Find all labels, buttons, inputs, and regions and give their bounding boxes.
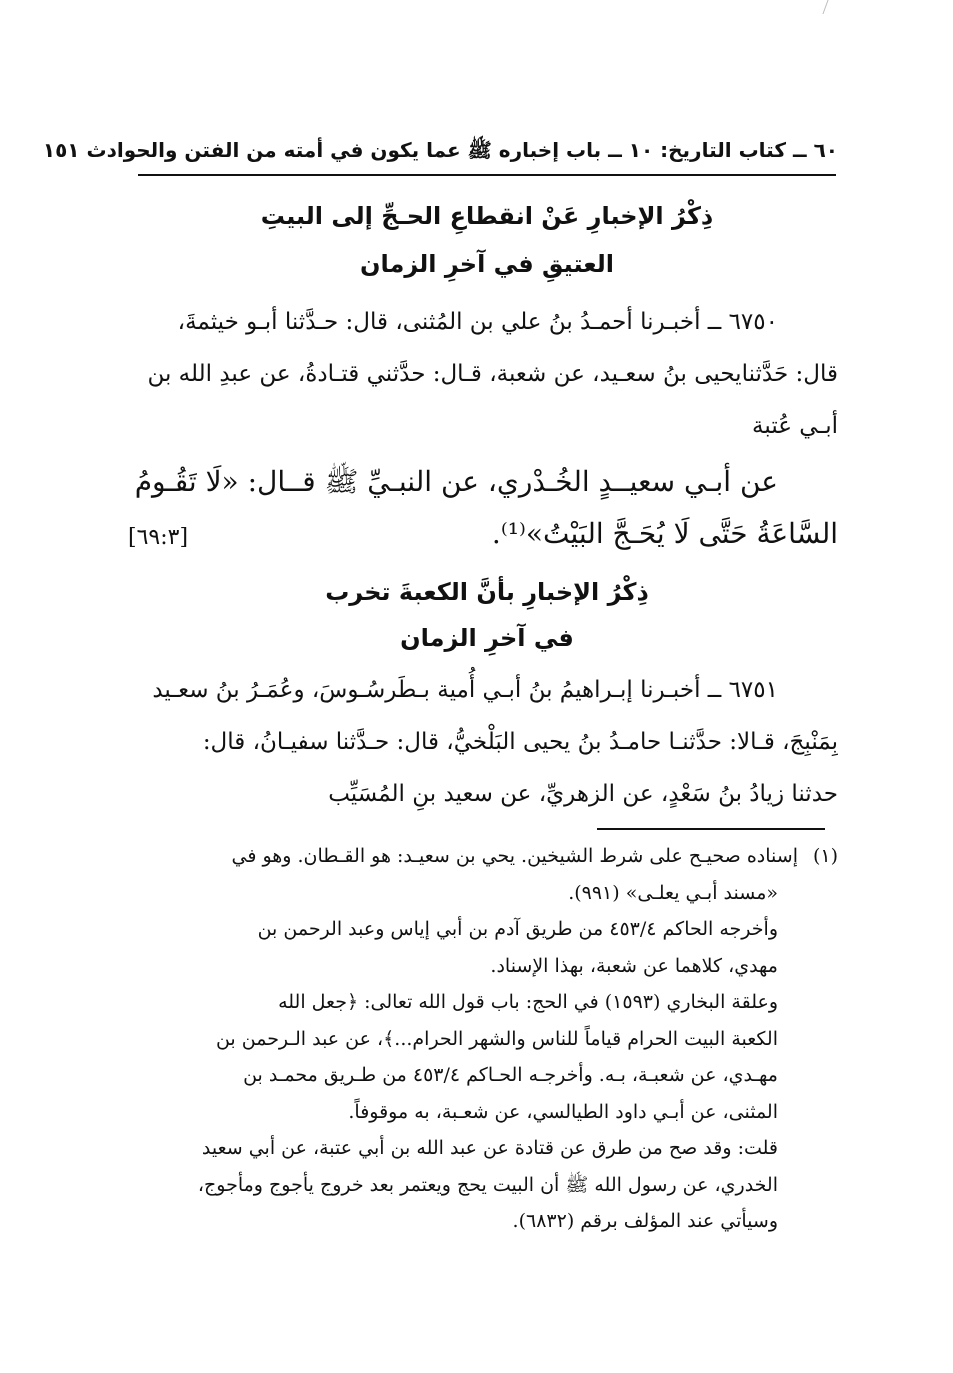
footnote-rule <box>597 828 825 830</box>
footnote-line: وعلقة البخاري (١٥٩٣) في الحج: باب قول الله تعالى: ﴿جعل الله <box>278 991 778 1013</box>
volume-page-reference: [٦٩:٣] <box>128 525 189 550</box>
section1-hadith <box>128 456 838 560</box>
hadith-line: السَّاعَةُ حَتَّى لَا يُحَـجَّ البَيْتُ»⁽¹⁾. <box>491 517 838 550</box>
section1-body-line: أبـي عُتبة <box>752 413 838 439</box>
section2-heading-line1: ذِكْرُ الإخبارِ بأنَّ الكعبةَ تخرب <box>325 578 649 606</box>
footnote-line: مهـدي، عن شعبـة، بـه. وأخرجـه الحـاكم ٤٥٣/٤ من طـريق محمـد بن <box>243 1064 778 1086</box>
footnote-line: «مسند أبـي يعلـى» (٩٩١). <box>568 881 778 904</box>
footnotes <box>128 838 838 1240</box>
footnote-line: الخدري، عن رسول الله ﷺ أن البيت يحج ويعتمر بعد خروج يأجوج ومأجوج، <box>197 1173 778 1196</box>
section2-body-line: بِمَنْبِجَ، قـالا: حدَّثنـا حامـدُ بنُ يحيى البَلْخيُّ، قال: حـدَّثنا سفيـانُ، قال: <box>202 729 838 755</box>
footnote-line: مهدي، كلاهما عن شعبة، بهذا الإسناد. <box>490 954 778 977</box>
section2-body-line: حدثنا زيادُ بنُ سَعْدٍ، عن الزهريِّ، عن سعيد بنِ المُسَيِّب <box>328 781 838 807</box>
footnote-line: وأخرجه الحاكم ٤٥٣/٤ من طريق آدم بن أبي إياس وعبد الرحمن بن <box>257 918 778 940</box>
footnote-line: وسيأتي عند المؤلف برقم (٦٨٣٢). <box>512 1210 778 1232</box>
section2-heading-line2: في آخرِ الزمان <box>400 624 574 652</box>
section1-heading-line1: ذِكْرُ الإخبارِ عَنْ انقطاعِ الحـجِّ إلى البيتِ <box>260 202 714 230</box>
scan-mark <box>812 0 828 14</box>
section1-body <box>128 296 838 452</box>
footnote-line: إسناده صحيـح على شرط الشيخين. يحي بن سعيـد: هو القـطان. وهو في <box>231 845 798 867</box>
footnote-number: (١) <box>812 845 838 867</box>
footnote-line: المثنى، عن أبـي داود الطيالسي، عن شعـبة، به موقوفاً. <box>348 1100 778 1123</box>
running-head: ٦٠ ــ كتاب التاريخ: ١٠ ــ باب إخباره ﷺ عما يكون في أمته من الفتن والحوادث ١٥١ <box>42 138 838 162</box>
section2-body <box>128 664 838 820</box>
hadith-line: عن أبـي سعيــدٍ الخُـدْري، عن النبـيِّ ﷺ قــال: «لَا تَقُـومُ <box>134 465 778 498</box>
section2-body-line: ٦٧٥١ ــ أخبـرنا إبـراهيمُ بنُ أبـي أُمية بـطَرسُـوسَ، وعُمَـرُ بنُ سعـيد <box>152 677 778 703</box>
section1-heading-line2: العتيقِ في آخرِ الزمان <box>359 250 615 278</box>
section1-body-line: قال: حَدَّثنايحيى بنُ سعـيد، عن شعبة، قـال: حدَّثني قتـادةُ، عن عبدِ الله بن <box>147 361 838 387</box>
section1-body-line: ٦٧٥٠ ــ أخبـرنا أحمـدُ بنُ علي بن المُثنى، قال: حـدَّثنا أبـو خيثمةَ، <box>177 309 778 335</box>
footnote-line: قلت: وقد صح من طرق عن قتادة عن عبد الله بن أبي عتبة، عن أبي سعيد <box>201 1137 778 1159</box>
header-rule <box>138 174 836 176</box>
footnote-line: الكعبة البيت الحرام قياماً للناس والشهر الحرام...﴾، عن عبد الـرحمن بن <box>215 1027 778 1050</box>
